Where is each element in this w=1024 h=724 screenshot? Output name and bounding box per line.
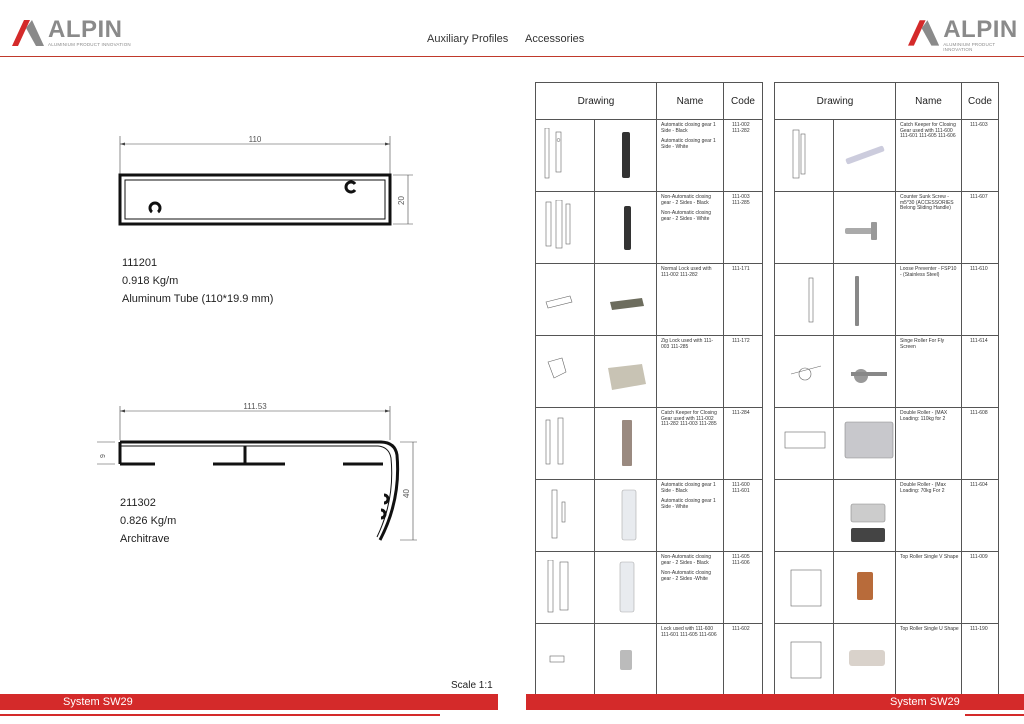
profile-weight: 0.826 Kg/m [120, 515, 177, 527]
profile-211302-width-dim: 111.53 [243, 402, 267, 411]
accessory-drawing-sketch [781, 488, 831, 544]
accessory-name: Non-Automatic closing gear - 2 Sides - White [661, 210, 712, 222]
profile-description: Architrave [120, 533, 170, 545]
drawing-cell [775, 120, 896, 192]
table-row [536, 192, 763, 264]
drawing-cell [536, 120, 657, 192]
brand-name: ALPIN [48, 16, 123, 43]
table-row [536, 264, 763, 336]
accessory-code-cell [962, 120, 999, 192]
accessory-drawing-sketch [781, 344, 831, 400]
profile-weight: 0.918 Kg/m [122, 275, 179, 287]
accessory-code-cell [724, 624, 763, 696]
accessory-code: 111-614 [970, 338, 988, 344]
profile-code: 111201 [122, 257, 158, 269]
accessory-code-cell [724, 480, 763, 552]
accessory-name-cell [896, 552, 962, 624]
accessory-photo [841, 632, 895, 688]
header-code: Code [962, 83, 999, 120]
drawing-divider [594, 624, 595, 695]
accessory-photo [841, 488, 895, 544]
table-row [775, 480, 999, 552]
profile-111201-height-dim: 20 [397, 196, 406, 205]
accessory-name-cell [896, 336, 962, 408]
accessory-code: 111-604 [970, 482, 988, 488]
footer-underline-left [0, 714, 440, 716]
drawing-divider [833, 552, 834, 623]
accessory-code-cell [962, 552, 999, 624]
accessory-name: Loose Preventer - FSP10 - (Stainless Steel) [900, 266, 957, 278]
drawing-cell [536, 408, 657, 480]
accessory-name: Automatic closing gear 1 Side - White [661, 138, 716, 150]
drawing-divider [594, 552, 595, 623]
accessory-photo [841, 128, 895, 184]
accessory-name: Automatic closing gear 1 Side - White [661, 498, 716, 510]
table-row [775, 264, 999, 336]
accessory-code-cell [962, 480, 999, 552]
accessory-name: Normal Lock used with 111-002 111-282 [661, 266, 712, 278]
drawing-divider [833, 480, 834, 551]
accessory-drawing-sketch [542, 272, 592, 328]
drawing-divider [833, 192, 834, 263]
accessory-name: Double Roller - (MAX Loading: 110kg for 2 [900, 410, 948, 422]
header-code: Code [724, 83, 763, 120]
accessory-drawing-sketch [781, 632, 831, 688]
header-name: Name [657, 83, 724, 120]
drawing-divider [594, 120, 595, 191]
accessory-code-cell [724, 264, 763, 336]
accessory-code: 111-600 [732, 482, 750, 488]
accessory-code-cell [724, 336, 763, 408]
nav-accessories[interactable]: Accessories [525, 33, 585, 45]
accessory-code: 111-606 [732, 559, 750, 566]
accessory-name: Lock used with 111-600 111-601 111-605 111-606 [661, 626, 717, 638]
accessory-name-cell [896, 120, 962, 192]
profile-111201-info [122, 257, 273, 311]
profile-211302-lip-dim: 9 [100, 454, 107, 458]
accessory-drawing-sketch [542, 632, 592, 688]
brand-tagline: ALUMINIUM PRODUCT INNOVATION [943, 42, 996, 52]
accessory-photo [602, 272, 656, 328]
accessory-name: Top Roller Single V Shape [900, 554, 959, 560]
scale-label: Scale 1:1 [451, 680, 493, 691]
drawing-divider [594, 192, 595, 263]
accessory-name-cell [896, 480, 962, 552]
accessory-photo [602, 344, 656, 400]
drawing-cell [775, 624, 896, 696]
table-row [536, 120, 763, 192]
table-row [536, 480, 763, 552]
accessory-name-cell [896, 264, 962, 336]
accessory-photo [602, 416, 656, 472]
accessory-code: 111-607 [970, 194, 988, 200]
profile-211302-info [120, 497, 176, 551]
accessory-code-cell [962, 192, 999, 264]
accessory-name-cell [657, 264, 724, 336]
accessory-name-cell [657, 336, 724, 408]
accessory-code: 111-284 [732, 410, 750, 416]
nav-auxiliary-profiles[interactable]: Auxiliary Profiles [427, 33, 509, 45]
drawing-cell [536, 624, 657, 696]
accessory-drawing-sketch [542, 416, 592, 472]
accessory-code-cell [962, 336, 999, 408]
accessory-code: 111-601 [732, 487, 750, 494]
accessory-code-cell [724, 120, 763, 192]
accessory-code-cell [962, 408, 999, 480]
accessory-name-cell [657, 624, 724, 696]
drawing-divider [833, 408, 834, 479]
accessory-drawing-sketch [542, 128, 592, 184]
accessory-code: 111-171 [732, 266, 750, 272]
drawing-cell [775, 480, 896, 552]
table-row [775, 624, 999, 696]
drawing-cell [775, 192, 896, 264]
drawing-cell [775, 408, 896, 480]
header-drawing: Drawing [536, 83, 657, 120]
drawing-cell [536, 480, 657, 552]
accessory-name: Catch Keeper for Closing Gear used with 111-600 111-601 111-605 111-606 [900, 122, 956, 140]
accessory-code: 111-602 [732, 626, 750, 632]
accessory-name-cell [896, 192, 962, 264]
table-row [536, 624, 763, 696]
accessory-code-cell [724, 192, 763, 264]
accessory-code: 111-002 [732, 122, 750, 128]
accessory-photo [602, 632, 656, 688]
table-row [536, 408, 763, 480]
accessory-name: Top Roller Single U Shape [900, 626, 959, 632]
drawing-divider [594, 480, 595, 551]
drawing-cell [775, 552, 896, 624]
accessory-drawing-sketch [781, 128, 831, 184]
accessory-name: Non-Automatic closing gear - 2 Sides - Black [661, 554, 712, 566]
accessory-photo [602, 488, 656, 544]
accessory-photo [841, 272, 895, 328]
accessory-drawing-sketch [542, 560, 592, 616]
header-drawing: Drawing [775, 83, 896, 120]
accessory-drawing-sketch [542, 488, 592, 544]
accessory-code: 111-003 [732, 194, 750, 200]
table-row [775, 408, 999, 480]
drawing-cell [775, 264, 896, 336]
header-divider [0, 56, 1024, 57]
accessory-name: Singe Roller For Fly Screen [900, 338, 945, 350]
table-row [775, 120, 999, 192]
alpin-logo-icon [908, 18, 939, 46]
drawing-divider [594, 264, 595, 335]
accessories-table-right [774, 82, 999, 696]
accessory-drawing-sketch [542, 344, 592, 400]
accessory-name: Counter Sunk Screw - m5*30 (ACCESSORIES Belong Sliding Handle) [900, 194, 954, 212]
accessory-drawing-sketch [542, 200, 592, 256]
accessory-name-cell [657, 408, 724, 480]
accessory-name-cell [657, 120, 724, 192]
accessory-name: Automatic closing gear 1 Side - Black [661, 482, 716, 494]
accessory-code-cell [962, 264, 999, 336]
accessory-photo [602, 128, 656, 184]
accessory-photo [841, 344, 895, 400]
alpin-logo-left [12, 18, 131, 47]
footer-system-right: System SW29 [890, 696, 960, 708]
profile-description: Aluminum Tube (110*19.9 mm) [122, 293, 274, 305]
profile-211302-height-dim: 40 [402, 489, 411, 498]
footer-system-left: System SW29 [63, 696, 133, 708]
accessory-code: 111-172 [732, 338, 750, 344]
accessory-name: Automatic closing gear 1 Side - Black [661, 122, 716, 134]
table-row [536, 336, 763, 408]
drawing-cell [536, 552, 657, 624]
accessory-code: 111-603 [970, 122, 988, 128]
table-row [775, 336, 999, 408]
drawing-divider [594, 408, 595, 479]
footer-underline-right [965, 714, 1024, 716]
drawing-divider [833, 120, 834, 191]
accessory-code-cell [724, 408, 763, 480]
accessory-name-cell [896, 624, 962, 696]
accessory-drawing-sketch [781, 560, 831, 616]
drawing-divider [594, 336, 595, 407]
drawing-cell [536, 264, 657, 336]
accessory-code: 111-610 [970, 266, 988, 272]
header-name: Name [896, 83, 962, 120]
accessory-name-cell [657, 552, 724, 624]
accessories-table-left [535, 82, 763, 696]
accessory-code: 111-009 [970, 554, 988, 560]
alpin-logo-icon [12, 18, 44, 46]
accessory-drawing-sketch [781, 272, 831, 328]
brand-tagline: ALUMINIUM PRODUCT INNOVATION [48, 42, 131, 47]
accessory-name: Zig Lock used with 111-003 111-285 [661, 338, 714, 350]
accessory-photo [602, 560, 656, 616]
profile-111201-drawing [115, 130, 415, 230]
accessory-name-cell [657, 480, 724, 552]
alpin-logo-right [908, 18, 1024, 52]
drawing-cell [775, 336, 896, 408]
drawing-divider [833, 624, 834, 695]
accessory-code: 111-605 [732, 554, 750, 560]
accessory-name: Non-Automatic closing gear - 2 Sides - Black [661, 194, 712, 206]
accessory-code: 111-190 [970, 626, 988, 632]
accessory-photo [602, 200, 656, 256]
drawing-divider [833, 336, 834, 407]
drawing-cell [536, 192, 657, 264]
accessory-code-cell [962, 624, 999, 696]
table-header-row [536, 83, 763, 120]
brand-name: ALPIN [943, 16, 1018, 43]
accessory-name-cell [657, 192, 724, 264]
profile-code: 211302 [120, 497, 156, 509]
accessory-drawing-sketch [781, 416, 831, 472]
accessory-code: 111-285 [732, 199, 750, 206]
table-row [775, 192, 999, 264]
accessory-code-cell [724, 552, 763, 624]
accessory-photo [841, 416, 895, 472]
drawing-cell [536, 336, 657, 408]
profile-111201-width-dim: 110 [248, 135, 262, 144]
table-header-row [775, 83, 999, 120]
accessory-drawing-sketch [781, 200, 831, 256]
accessory-name: Non-Automatic closing gear - 2 Sides -White [661, 570, 712, 582]
accessory-code: 111-282 [732, 127, 750, 134]
table-row [775, 552, 999, 624]
table-row [536, 552, 763, 624]
accessory-name: Double Roller - (Max Loading: 70kg For 2 [900, 482, 946, 494]
accessory-code: 111-608 [970, 410, 988, 416]
drawing-divider [833, 264, 834, 335]
accessory-name: Catch Keeper for Closing Gear used with 111-002 111-282 111-003 111-285 [661, 410, 717, 428]
accessory-photo [841, 560, 895, 616]
accessory-name-cell [896, 408, 962, 480]
accessory-photo [841, 200, 895, 256]
